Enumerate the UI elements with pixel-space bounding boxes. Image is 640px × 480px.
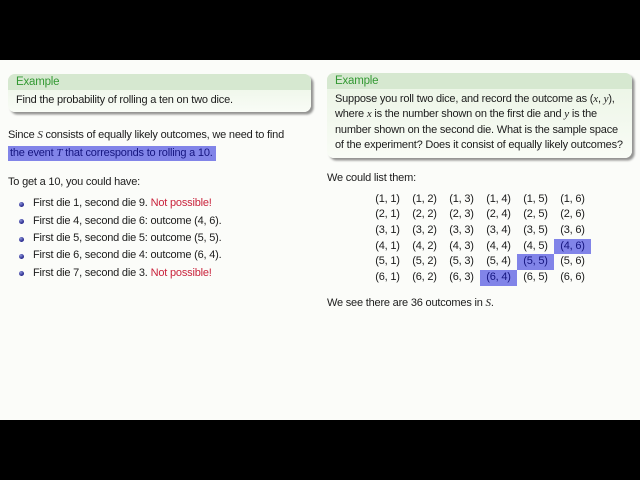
math-symbol: y <box>564 108 569 121</box>
grid-cell: (1, 5) <box>523 192 548 205</box>
paragraph <box>8 127 311 162</box>
paragraph-line-2 <box>8 145 311 163</box>
grid-cell: (6, 1) <box>375 271 400 284</box>
math-symbol: S <box>37 129 43 142</box>
grid-row <box>369 270 632 286</box>
grid-cell: (1, 1) <box>375 192 400 205</box>
grid-cell: (5, 3) <box>449 255 474 268</box>
grid-cell: (4, 2) <box>412 239 437 252</box>
grid-cell: (5, 4) <box>486 255 511 268</box>
highlighted-statement: the event T that corresponds to rolling a 10. <box>8 146 216 161</box>
grid-cell-highlighted: (4, 6) <box>554 239 591 255</box>
case-text: First die 7, second die 3. <box>33 266 148 279</box>
cases-list-intro: To get a 10, you could have: <box>8 176 140 189</box>
math-symbol: x <box>366 108 372 121</box>
grid-cell: (5, 1) <box>375 255 400 268</box>
grid-cell: (1, 6) <box>560 192 585 205</box>
math-symbol: y <box>603 93 609 105</box>
example-block-right-title: Example <box>327 73 632 89</box>
math-symbol: T <box>56 146 63 159</box>
grid-cell: (3, 6) <box>560 224 585 236</box>
grid-row <box>369 207 632 223</box>
math-symbol: S <box>485 296 491 309</box>
grid-cell: (6, 6) <box>560 271 585 284</box>
grid-row <box>369 192 632 208</box>
grid-cell: (4, 4) <box>486 239 511 252</box>
grid-cell: (4, 3) <box>449 239 474 252</box>
case-item <box>8 265 311 282</box>
conclusion-text: We see there are 36 outcomes in S. <box>327 296 494 309</box>
left-column <box>8 74 311 282</box>
case-item <box>8 213 311 230</box>
alert-text: Not possible! <box>150 197 212 210</box>
grid-row <box>369 239 632 255</box>
grid-cell: (2, 1) <box>375 208 400 221</box>
grid-cell: (2, 5) <box>523 208 548 221</box>
letterbox-bottom <box>0 420 640 480</box>
example-block-left-body: Find the probability of rolling a ten on two dice. <box>16 94 233 106</box>
alert-text: Not possible! <box>150 266 212 279</box>
example-block-left-title: Example <box>8 74 311 90</box>
right-column <box>327 73 632 312</box>
grid-cell: (2, 4) <box>486 208 511 221</box>
sample-space-intro: We could list them: <box>327 171 416 184</box>
grid-cell: (2, 2) <box>412 208 437 221</box>
case-text: First die 6, second die 4: outcome (6, 4). <box>33 249 222 262</box>
grid-cell: (3, 3) <box>449 224 474 236</box>
grid-cell-highlighted: (5, 5) <box>517 254 554 270</box>
sample-space-grid <box>369 192 632 286</box>
example-block-left <box>8 74 311 112</box>
slide <box>0 60 640 420</box>
grid-cell: (6, 3) <box>449 271 474 284</box>
grid-cell: (3, 4) <box>486 224 511 236</box>
case-text: First die 4, second die 6: outcome (4, 6). <box>33 214 222 227</box>
case-item <box>8 247 311 264</box>
grid-cell: (1, 2) <box>412 192 437 205</box>
grid-cell: (1, 3) <box>449 192 474 205</box>
grid-cell: (2, 3) <box>449 208 474 221</box>
grid-cell: (6, 5) <box>523 271 548 284</box>
grid-cell: (6, 2) <box>412 271 437 284</box>
letterbox-top <box>0 0 640 60</box>
case-text: First die 5, second die 5: outcome (5, 5). <box>33 232 222 244</box>
grid-cell: (2, 6) <box>560 208 585 221</box>
grid-cell: (4, 5) <box>523 239 548 252</box>
bullet-icon <box>19 237 24 242</box>
grid-cell: (3, 5) <box>523 224 548 236</box>
cases-list <box>8 195 311 281</box>
grid-row <box>369 254 632 270</box>
bullet-icon <box>19 254 24 259</box>
grid-cell-highlighted: (6, 4) <box>480 270 517 286</box>
grid-cell: (3, 2) <box>412 224 437 236</box>
grid-cell: (1, 4) <box>486 192 511 205</box>
grid-cell: (4, 1) <box>375 239 400 252</box>
bullet-icon <box>19 202 24 207</box>
case-text: First die 1, second die 9. <box>33 197 148 210</box>
bullet-icon <box>19 219 24 224</box>
case-item <box>8 195 311 212</box>
grid-cell: (5, 2) <box>412 255 437 268</box>
paragraph-line-1: Since S consists of equally likely outcomes, we need to find <box>8 129 284 142</box>
bullet-icon <box>19 271 24 276</box>
grid-cell: (3, 1) <box>375 224 400 236</box>
grid-cell: (5, 6) <box>560 255 585 268</box>
grid-row <box>369 223 632 239</box>
case-item <box>8 230 311 247</box>
math-symbol: x <box>593 93 598 105</box>
example-block-right <box>327 73 632 158</box>
example-block-right-body: Suppose you roll two dice, and record the outcome as (x, y), where x is the number shown on the first die and y is the number shown on the second die. What is the sample space of the experiment? Does it consist of equally likely outcomes? <box>335 93 623 152</box>
